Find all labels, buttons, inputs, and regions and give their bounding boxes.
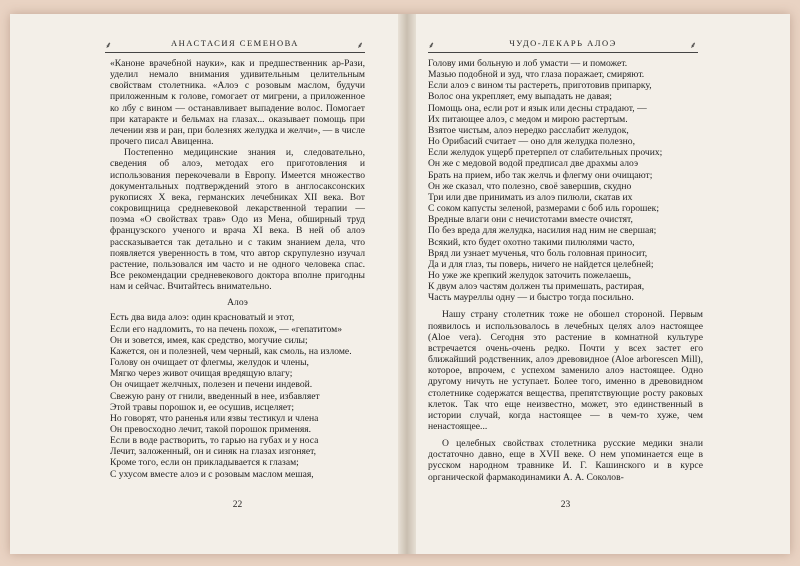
left-page-number: 22 bbox=[232, 500, 243, 510]
right-body-text bbox=[428, 58, 703, 483]
right-poem bbox=[428, 58, 703, 303]
poem-line: Кроме того, если он прикладывается к глазам; bbox=[110, 457, 299, 469]
poem-line: Свежую рану от гнили, введенный в нее, избавляет bbox=[110, 390, 320, 402]
poem-line: По без вреда для желудка, насилия над ним не свершая; bbox=[428, 225, 657, 237]
poem-line: Если желудок ущерб претерпел от слабительных прочих; bbox=[428, 147, 663, 159]
poem-line: Он очищает желчных, полезен и печени индевой. bbox=[110, 379, 313, 391]
poem-line: Мягко через живот очищая вредящую влагу; bbox=[110, 368, 293, 380]
poem-line: С ухусом вместе алоэ и с розовым маслом мешая, bbox=[110, 468, 314, 480]
poem-line: К двум алоэ частям должен ты примешать, растирая, bbox=[428, 281, 645, 293]
poem-line: Голову ими больную и лоб умасти — и поможет. bbox=[428, 58, 628, 69]
header-ornament-icon: ⸙ bbox=[428, 40, 437, 50]
poem-line: Если в воде растворить, то гарью на губах и у носа bbox=[110, 435, 319, 447]
left-poem bbox=[110, 312, 365, 479]
poem-line: Всякий, кто будет охотно такими пилюлями часто, bbox=[428, 236, 635, 248]
poem-line: Мазью подобной и зуд, что глаза поражает, смиряют. bbox=[428, 69, 645, 81]
poem-line: Он же сказал, что полезно, своё завершив, скудно bbox=[428, 180, 632, 192]
right-paragraph-2: О целебных свойствах столетника русские медики знали достаточно давно, еще в XVII веке. О нем упоминается еще в русском народном травнике И. Г. Кашинского и в курсе органической фармакодинамики А. А. Соколов- bbox=[428, 438, 703, 483]
header-ornament-icon: ⸙ bbox=[105, 40, 114, 50]
poem-line: Вряд ли узнает мученья, что боль головная приносит, bbox=[428, 247, 648, 259]
header-ornament-icon: ⸙ bbox=[356, 40, 365, 50]
poem-line: Голову он очищает от флегмы, желудок и члены, bbox=[110, 357, 309, 369]
left-page bbox=[10, 14, 398, 554]
poem-line: Кажется, он и полезней, чем черный, как смоль, на изломе. bbox=[110, 345, 352, 357]
poem-line: Но уже же крепкий желудок заточить пожелаешь, bbox=[428, 269, 632, 281]
poem-line: Волос она укрепляет, ему выпадать не давая; bbox=[428, 91, 612, 103]
left-paragraph-1: «Каноне врачебной науки», как и предшественник ар-Рази, уделил немало внимания удивительным целительным свойствам столетника. «Алоэ с розовым маслом, будучи приложенным к голове, гомогает от мигрени, а приложенное ко лбу с вином — останавливает выпадение волос. Помогает при катаракте и бельмах на глазах... оказывает помощь при лечении язв и ран, при болезнях желудка и желчи», — в числе прочего писал Авиценна. bbox=[110, 58, 365, 148]
poem-line: Взятое чистым, алоэ нередко расслабит желудок, bbox=[428, 124, 629, 136]
left-body-text bbox=[110, 58, 365, 480]
left-header-text: АНАСТАСИЯ СЕМЕНОВА bbox=[171, 38, 299, 48]
poem-line: Часть мауреллы одну — и быстро тогда посильно. bbox=[428, 292, 634, 304]
poem-line: С соком капусты зеленой, размерами с боб иль горошек; bbox=[428, 203, 660, 215]
poem-line: Если его надломить, то на печень похож, — «гепатитом» bbox=[110, 323, 343, 335]
poem-title: Алоэ bbox=[227, 297, 248, 309]
left-running-header bbox=[105, 38, 365, 53]
right-paragraph-1: Нашу страну столетник тоже не обошел стороной. Первым появилось и использовалось в лечебных целях алоэ настоящее (Aloe vera). Сегодня это растение в комнатной культуре встречается очень-очень редко. Почти у всех застет его ближайший родственник, алоэ древовидное (Aloe arborescen Mill), которое, впрочем, с успехом заменило алоэ настоящее. Одно другому ничуть не уступает. Более того, именно в древовидном столетнике содержатся вещества, препятствующие росту раковых клеток. Так что еще неизвестно, может, это единственный в истории случай, когда настоящее — в чем-то хуже, чем ненастоящее... bbox=[428, 309, 703, 432]
poem-line: Есть два вида алоэ: один красноватый и этот, bbox=[110, 312, 295, 324]
poem-line: Три или две принимать из алоэ пилюли, скатав их bbox=[428, 191, 633, 203]
right-page bbox=[416, 14, 790, 554]
book-gutter bbox=[398, 14, 416, 554]
poem-line: Брать на прием, ибо так желчь и флегму они очищают; bbox=[428, 169, 653, 181]
header-ornament-icon: ⸙ bbox=[689, 40, 698, 50]
poem-line: Он превосходно лечит, такой порошок применяя. bbox=[110, 424, 312, 435]
right-page-number: 23 bbox=[560, 500, 571, 510]
poem-line: Он и зовется, имея, как средство, могучие силы; bbox=[110, 334, 308, 346]
poem-line: Но Орибасий считает — оно для желудка полезно, bbox=[428, 136, 635, 148]
poem-line: Помощь она, если рот и язык или десны страдают, — bbox=[428, 102, 647, 114]
poem-line: Он же с медовой водой предписал две драхмы алоэ bbox=[428, 158, 639, 170]
poem-line: Вредные влаги они с нечистотами вместе очистят, bbox=[428, 214, 633, 226]
right-header-text: ЧУДО-ЛЕКАРЬ АЛОЭ bbox=[509, 38, 617, 48]
poem-line: Да и для глаз, ты поверь, ничего не найдется целебней; bbox=[428, 258, 654, 270]
left-paragraph-2: Постепенно медицинские знания и, следовательно, сведения об алоэ, методах его приготовления и использования перекочевали в Европу. Имеется множество документальных подтверждений этого в англосаксонских рукописях X века, германских лечебниках XII века. Вот сокровищница средневековой лекарственной терапии — поэма «О свойствах трав» Одо из Мена, обширный труд французского ученого и врача XI века. В ней об алоэ рассказывается так детально и с таким знанием дела, что появляется уверенность в том, что автор скрупулезно изучал растение, пользовался им часто и не одного человека спас. Все рекомендации средневекового доктора вполне пригодны нам и сейчас. Вчитайтесь внимательно. bbox=[110, 147, 365, 293]
poem-line: Этой травы порошок и, ее осушив, исцеляет; bbox=[110, 401, 294, 413]
poem-line: Но говорят, что раненья или язвы тестикул и члена bbox=[110, 412, 319, 424]
poem-line: Их питающее алоэ, с медом и мирою растертым. bbox=[428, 113, 628, 125]
right-running-header bbox=[428, 38, 698, 53]
poem-line: Если алоэ с вином ты растереть, приготовив припарку, bbox=[428, 80, 652, 92]
book-spread bbox=[10, 14, 790, 554]
poem-line: Лечит, заложенный, он и синяк на глазах изгоняет, bbox=[110, 446, 317, 458]
